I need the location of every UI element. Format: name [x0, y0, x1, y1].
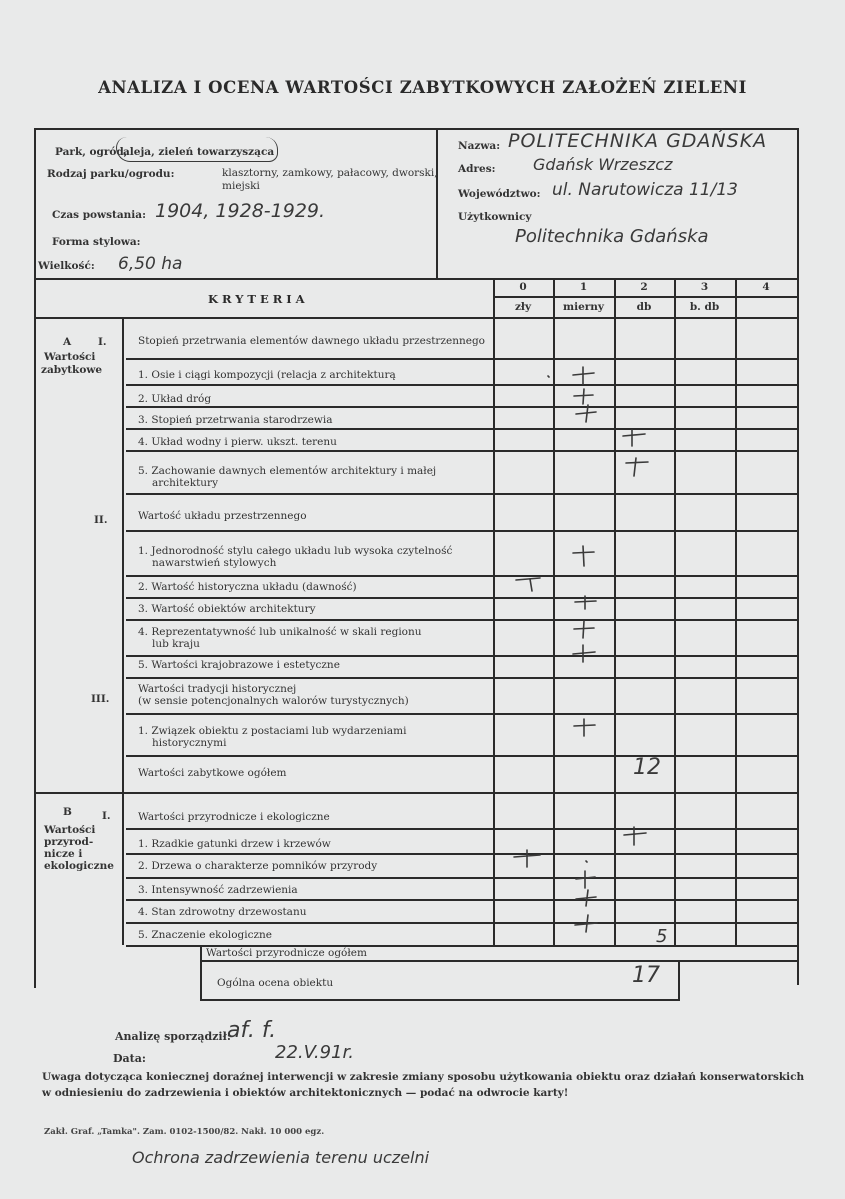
- uzytkownicy-value: Politechnika Gdańska: [515, 226, 709, 247]
- col-4-number: 4: [762, 281, 770, 293]
- mark-a1-2: [574, 389, 593, 404]
- mark-b1-2: [514, 850, 540, 867]
- criterion-b1-1: 1. Rzadkie gatunki drzew i krzewów: [138, 838, 331, 850]
- criterion-a1-5-cont: architektury: [152, 477, 219, 489]
- rodzaj-value-1: klasztorny, zamkowy, pałacowy, dworski,: [222, 167, 438, 179]
- criterion-a1-1: 1. Osie i ciągi kompozycji (relacja z architekturą: [138, 369, 396, 381]
- mark-a1-4: [623, 430, 645, 446]
- group-2-title: Wartość układu przestrzennego: [138, 510, 307, 522]
- criterion-a1-5: 5. Zachowanie dawnych elementów architektury i małej: [138, 465, 437, 477]
- printer-info: Zakł. Graf. „Tamka". Zam. 0102-1500/82. Nakł. 10 000 egz.: [44, 1127, 325, 1137]
- criterion-a3-1-cont: historycznymi: [152, 737, 227, 749]
- criterion-a2-5: 5. Wartości krajobrazowe i estetyczne: [138, 659, 340, 671]
- section-b-roman: I.: [102, 810, 111, 822]
- section-a-group-2-roman: II.: [94, 514, 108, 526]
- criterion-b1-5: 5. Znaczenie ekologiczne: [138, 929, 273, 941]
- col-3-name: b. db: [689, 301, 720, 313]
- criterion-a2-1-cont: nawarstwień stylowych: [152, 557, 277, 569]
- forma-label: Forma stylowa:: [52, 236, 141, 248]
- mark-b1-1: [624, 827, 646, 845]
- col-0-number: 0: [519, 281, 527, 293]
- criterion-b1-4: 4. Stan zdrowotny drzewostanu: [138, 906, 307, 918]
- adres-label: Adres:: [458, 163, 496, 175]
- section-a-letter: A: [63, 336, 72, 348]
- col-3-number: 3: [700, 281, 709, 293]
- czas-label: Czas powstania:: [52, 209, 146, 221]
- mark-a2-4: [574, 621, 594, 638]
- group-3-title-2: (w sensie potencjonalnych walorów turystycznych): [138, 695, 409, 707]
- park-selected-value: aleja, zieleń towarzysząca: [123, 146, 275, 158]
- col-2-name: db: [636, 301, 652, 313]
- czas-value: 1904, 1928-1929.: [155, 200, 326, 222]
- nazwa-value: POLITECHNIKA GDAŃSKA: [508, 130, 768, 152]
- mark-a2-1: [573, 546, 594, 566]
- handwritten-note: Ochrona zadrzewienia terenu uczelni: [132, 1148, 430, 1167]
- section-b-title-3: nicze i: [44, 848, 83, 860]
- dot-a1-1: [548, 376, 549, 377]
- section-a-title-2: zabytkowe: [41, 364, 103, 376]
- criterion-a2-3: 3. Wartość obiektów architektury: [138, 603, 316, 615]
- criterion-a2-4-cont: lub kraju: [152, 638, 200, 650]
- park-label: Park, ogród,: [55, 146, 128, 158]
- criterion-a2-1: 1. Jednorodność stylu całego układu lub wysoka czytelność: [138, 545, 453, 557]
- section-b-total-label: Wartości przyrodnicze ogółem: [206, 947, 367, 959]
- mark-a1-1: [573, 367, 594, 384]
- group-1-title: Stopień przetrwania elementów dawnego układu przestrzennego: [138, 335, 485, 347]
- section-b-title-1: Wartości: [44, 824, 96, 836]
- group-b1-title: Wartości przyrodnicze i ekologiczne: [138, 811, 330, 823]
- kryteria-label: KRYTERIA: [208, 292, 309, 306]
- wojewodztwo-label: Województwo:: [458, 188, 541, 200]
- section-b-total-value: 5: [656, 926, 668, 947]
- wojewodztwo-value: ul. Narutowicza 11/13: [552, 180, 738, 200]
- section-a-group-1-roman: I.: [98, 336, 107, 348]
- section-b-letter: B: [63, 806, 72, 818]
- mark-b1-4: [576, 890, 596, 906]
- section-a-title-1: Wartości: [44, 351, 96, 363]
- mark-b1-5: [575, 915, 597, 932]
- criterion-b1-2: 2. Drzewa o charakterze pomników przyrody: [138, 860, 378, 872]
- section-b-title-4: ekologiczne: [44, 860, 114, 872]
- criterion-b1-3: 3. Intensywność zadrzewienia: [138, 884, 298, 896]
- note-line-2: w odniesieniu do zadrzewienia i obiektów architektonicznych — podać na odwrocie karty!: [42, 1087, 569, 1099]
- mark-a3-1: [574, 719, 595, 736]
- date-label: Data:: [113, 1052, 146, 1065]
- section-b-title-2: przyrod-: [44, 836, 94, 848]
- group-3-title-1: Wartości tradycji historycznej: [138, 683, 297, 695]
- analysis-signature: af. f.: [227, 1018, 277, 1043]
- nazwa-label: Nazwa:: [458, 140, 501, 152]
- date-value: 22.V.91r.: [275, 1042, 354, 1063]
- col-1-number: 1: [579, 281, 588, 293]
- criterion-a1-3: 3. Stopień przetrwania starodrzewia: [138, 414, 333, 426]
- col-0-name: zły: [514, 301, 532, 313]
- criterion-a1-4: 4. Układ wodny i pierw. ukszt. terenu: [138, 436, 337, 448]
- rodzaj-value-2: miejski: [222, 180, 260, 192]
- analysis-label: Analizę sporządził:: [115, 1030, 231, 1043]
- uzytkownicy-label: Użytkownicy: [458, 211, 532, 223]
- wielkosc-value: 6,50 ha: [118, 254, 183, 274]
- col-1-name: mierny: [562, 301, 605, 313]
- rodzaj-label: Rodzaj parku/ogrodu:: [47, 168, 175, 180]
- section-a-total-label: Wartości zabytkowe ogółem: [138, 767, 287, 779]
- col-2-number: 2: [640, 281, 648, 293]
- note-line-1: Uwaga dotycząca koniecznej doraźnej interwencji w zakresie zmiany sposobu użytkowania obiektu oraz działań konserwatorskich: [42, 1071, 805, 1083]
- adres-value: Gdańsk Wrzeszcz: [533, 155, 673, 174]
- section-a-total-value: 12: [633, 755, 661, 780]
- mark-a1-5: [626, 458, 648, 476]
- mark-a2-5: [573, 645, 595, 662]
- overall-label: Ogólna ocena obiektu: [217, 977, 334, 989]
- mark-b1-3: [576, 871, 595, 888]
- mark-a1-3: [576, 405, 596, 422]
- mark-a2-2: [516, 578, 540, 591]
- criterion-a1-2: 2. Układ dróg: [138, 393, 212, 405]
- overall-value: 17: [632, 963, 660, 988]
- mark-a2-3: [575, 596, 596, 609]
- page-title: ANALIZA I OCENA WARTOŚCI ZABYTKOWYCH ZAŁOŻEŃ ZIELENI: [98, 78, 747, 97]
- criterion-a2-4: 4. Reprezentatywność lub unikalność w skali regionu: [138, 626, 422, 638]
- criterion-a3-1: 1. Związek obiektu z postaciami lub wydarzeniami: [138, 725, 407, 737]
- section-a-group-3-roman: III.: [91, 693, 110, 705]
- criterion-a2-2: 2. Wartość historyczna układu (dawność): [138, 581, 357, 593]
- wielkosc-label: Wielkość:: [38, 260, 95, 272]
- dot-b1-2: [586, 861, 587, 862]
